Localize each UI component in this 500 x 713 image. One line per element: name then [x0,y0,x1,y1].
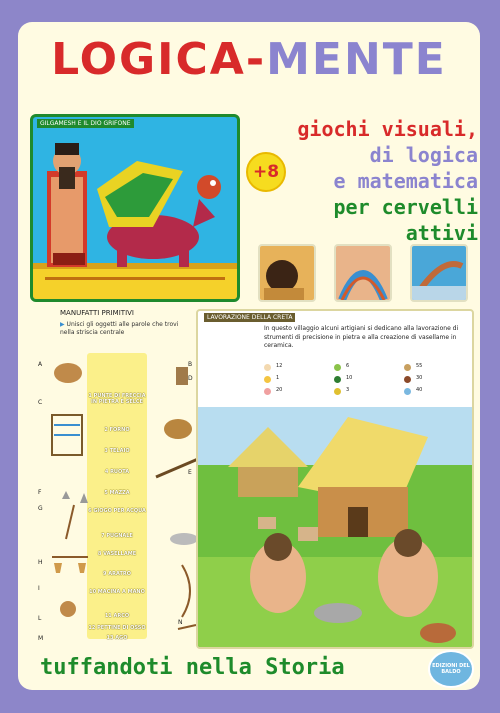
bottom-title: tuffandoti nella Storia [40,655,345,680]
legend-item [334,375,384,385]
page-title [18,30,480,90]
legend-value: 6 [346,363,350,369]
letter-label: C [38,399,43,406]
legend-swatch [404,388,411,395]
legend-value: 10 [346,375,353,381]
manufatti-panel [28,309,198,649]
legend-value: 1 [276,375,280,381]
legend-value: 3 [346,387,350,393]
gilgamesh-illustration [30,114,240,302]
gilgamesh-label: GILGAMESH E IL DIO GRIFONE [37,119,134,128]
legend-item [404,387,454,397]
legend-value: 30 [416,375,423,381]
arrow-right-icon: ▶ [60,321,65,328]
list-item: 13 AGO [106,635,128,641]
thumbnail-wall [410,244,468,302]
village-illustration [198,407,472,647]
list-item: 12 PETTINE DI OSSO [88,625,146,631]
list-item: 5 MAZZA [104,490,130,496]
manufatti-title: MANUFATTI PRIMITIVI [60,309,134,317]
legend-value: 20 [276,387,283,393]
title-part1: LOGICA [51,34,246,85]
legend-swatch [404,364,411,371]
legend-item [404,363,454,373]
letter-label: L [38,615,42,622]
count-badge: +8 [246,152,286,192]
subtitle-line4: per cervelli attivi [333,195,478,245]
creta-panel [196,309,474,649]
legend-swatch [334,364,341,371]
subtitle-line3: e matematica [333,169,478,193]
thumbnail-face [258,244,316,302]
list-item: 10 MACINA A MANO [89,589,145,595]
letter-label: A [38,361,43,368]
thumbnail-arch [334,244,392,302]
letter-label: M [38,635,44,642]
letter-label: F [38,489,42,496]
legend-value: 12 [276,363,283,369]
legend-value: 40 [416,387,423,393]
legend-item [334,387,384,397]
legend-item [264,387,314,397]
letter-label: G [38,505,43,512]
manufatti-instruction [60,321,190,337]
subtitle-line1: giochi visuali, [297,117,478,141]
creta-title: LAVORAZIONE DELLA CRETA [204,313,295,322]
letter-label: D [188,375,193,382]
color-legend [264,363,474,403]
cover-sheet [18,22,480,690]
list-item: 2 FORNO [104,427,130,433]
list-item: 11 ARCO [104,613,130,619]
letter-label: B [188,361,193,368]
legend-swatch [334,388,341,395]
legend-item [334,363,384,373]
letter-label: N [178,619,183,626]
title-separator: - [245,34,267,85]
legend-swatch [404,376,411,383]
legend-item [264,375,314,385]
legend-swatch [334,376,341,383]
list-item: 1 PUNTE DI FRECCIA IN PIETRA E SELCE [88,393,146,405]
legend-value: 55 [416,363,423,369]
letter-label: I [38,585,40,592]
list-item: 6 GIOGO PER ACQUA [88,508,146,514]
list-item: 3 TELAIO [104,448,130,454]
legend-item [404,375,454,385]
instruction-text: Unisci gli oggetti alle parole che trovi nella striscia centrale [60,321,179,336]
letter-label: E [188,469,192,476]
list-item: 8 VASELLAME [97,551,137,557]
gilgamesh-griffin-image [33,117,237,299]
list-item: 9 ARATRO [103,571,131,577]
creta-description: In questo villaggio alcuni artigiani si dedicano alla lavorazione di strumenti di precisione in pietra e alla creazione di vasellame in ceramica. [264,325,459,349]
publisher-logo: EDIZIONI DEL BALDO [428,650,474,688]
artifact-illustrations [28,359,198,649]
subtitle-line2: di logica [369,143,478,167]
list-item: 7 PUGNALE [101,533,133,539]
legend-item [264,363,314,373]
legend-swatch [264,388,271,395]
legend-swatch [264,376,271,383]
list-item: 4 RUOTA [104,469,130,475]
title-part2: MENTE [266,34,447,85]
legend-swatch [264,364,271,371]
letter-label: H [38,559,43,566]
